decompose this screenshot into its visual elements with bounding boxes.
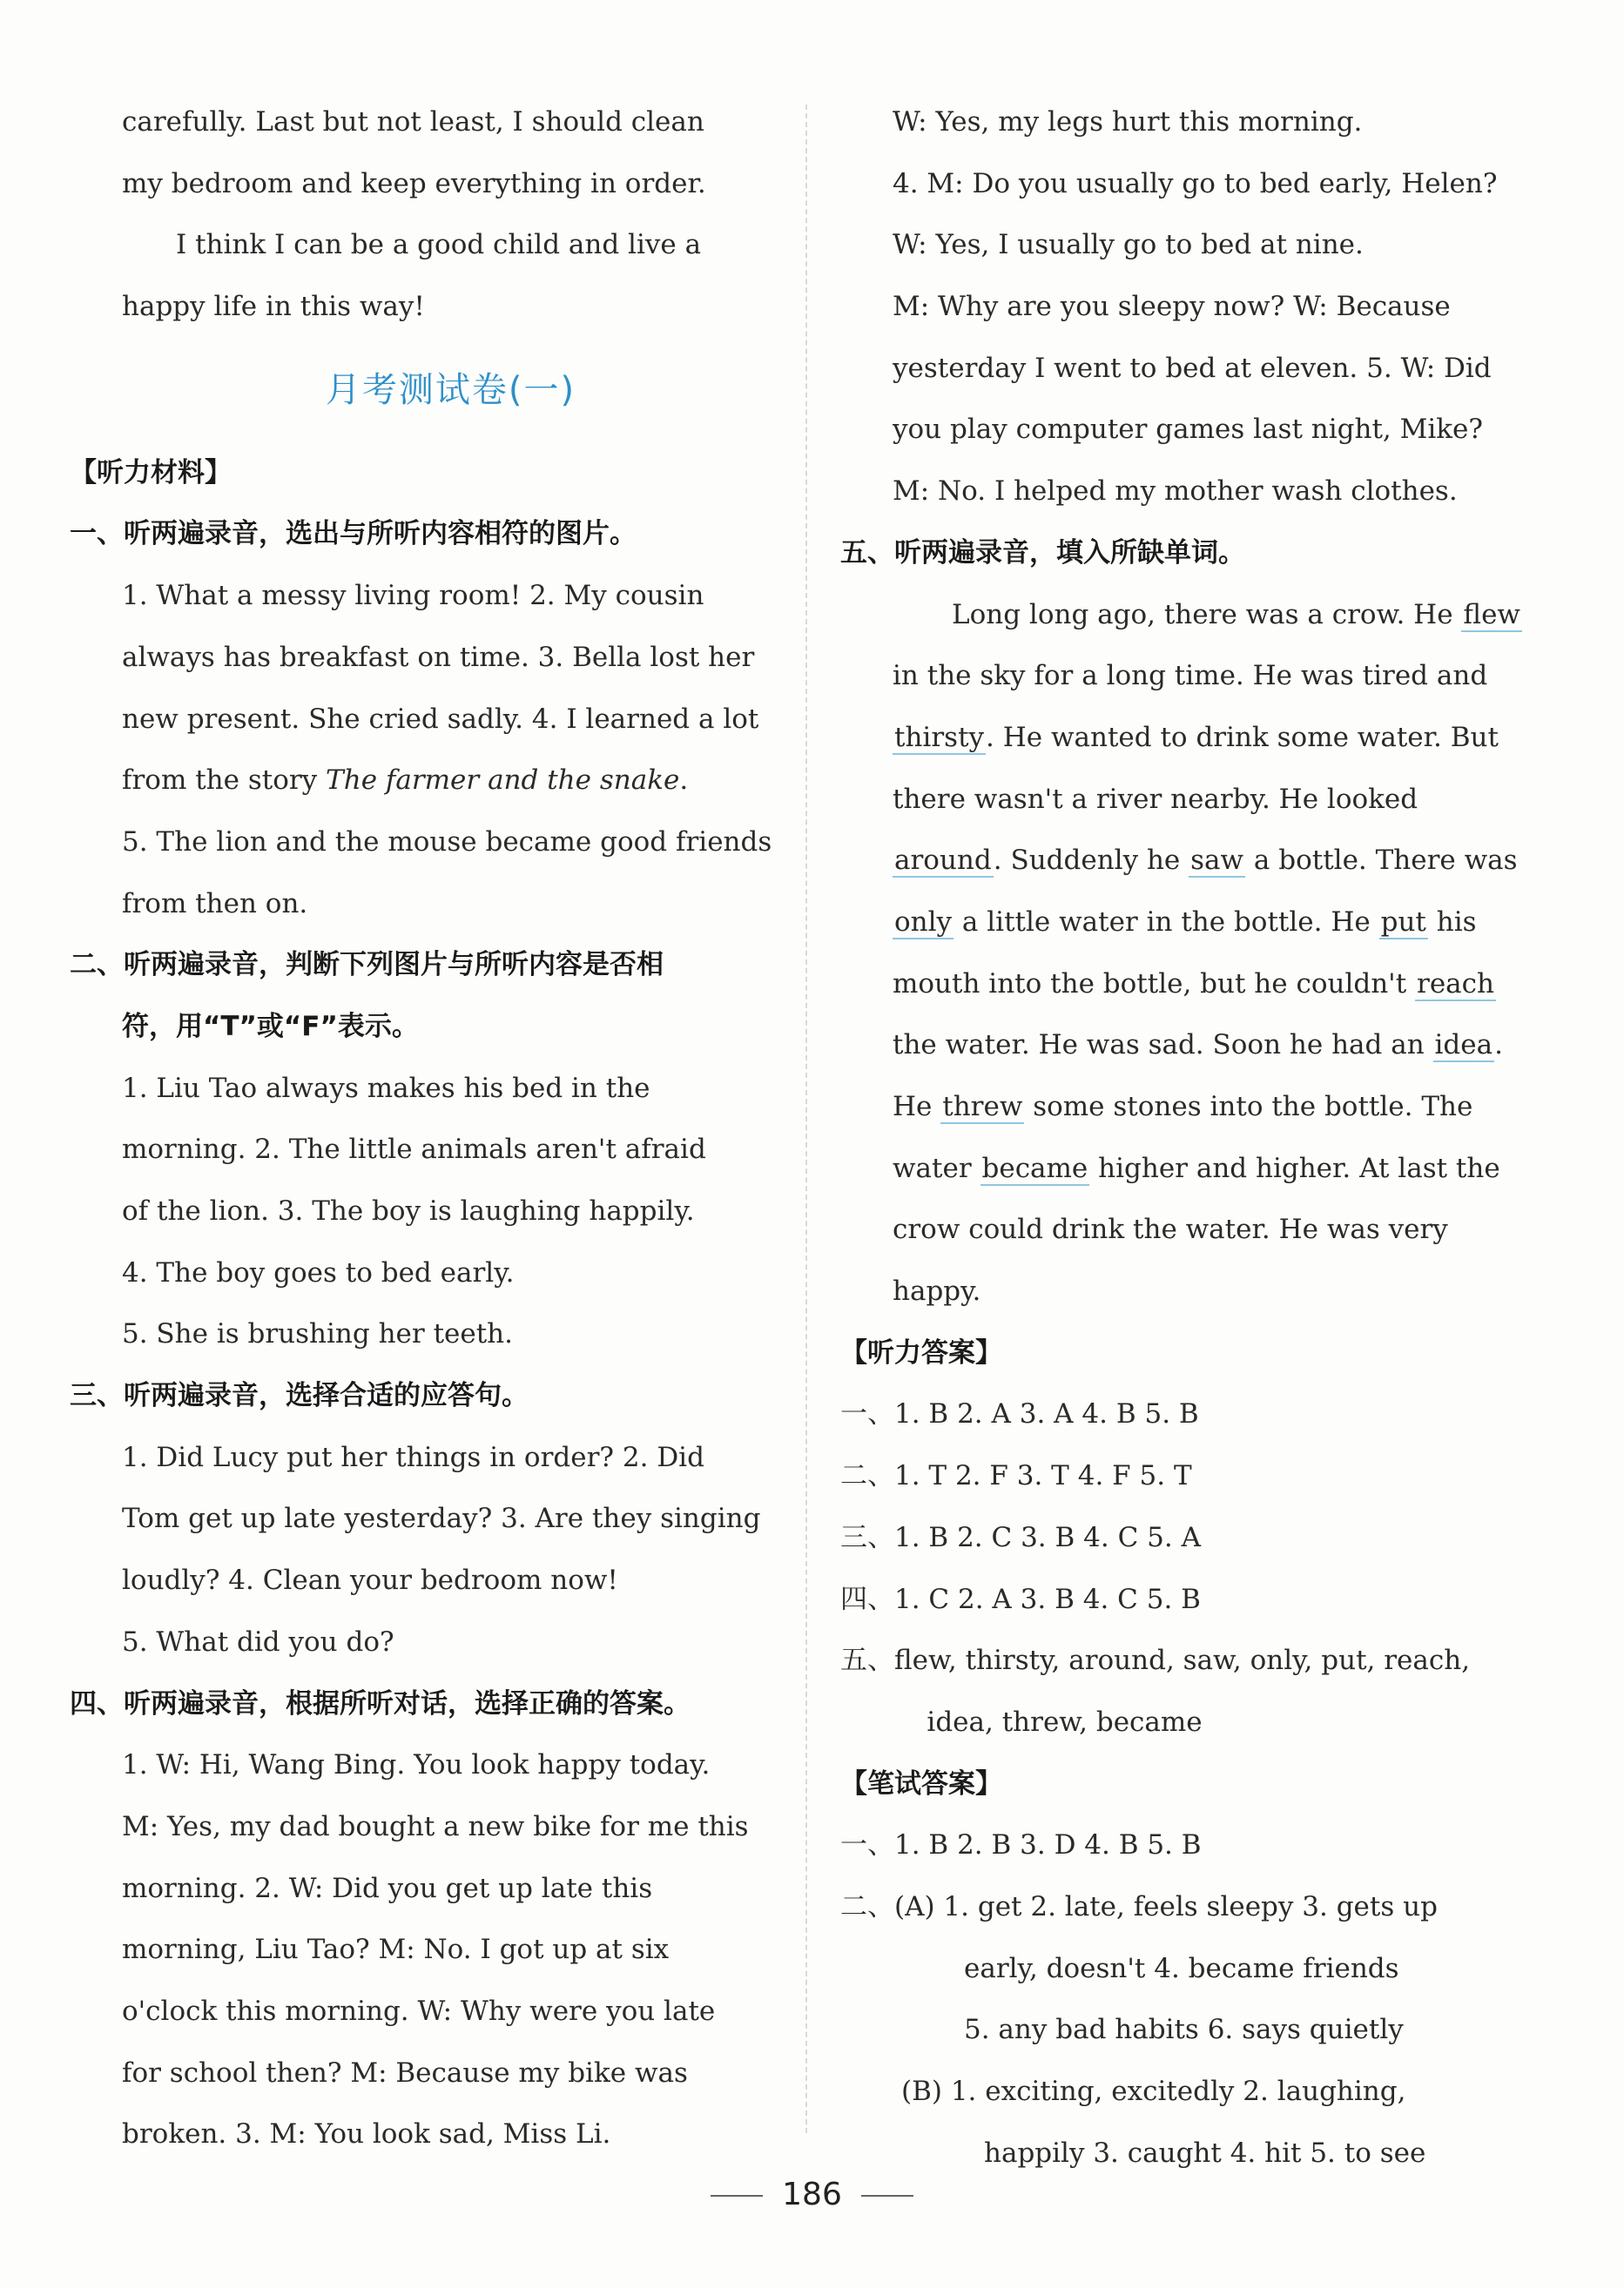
answer-blank: threw [942,1091,1023,1122]
left-column [70,91,779,2165]
intro-line-3: I think I can be a good child and live a [176,229,702,261]
s4-cont-line: yesterday I went to bed at eleven. 5. W: Did [893,352,1492,384]
story-text: He [893,1091,941,1122]
written-answer-row: 5. any bad habits 6. says quietly [964,2014,1404,2046]
written-answer-row: (B) 1. exciting, excitedly 2. laughing, [901,2076,1406,2107]
story-text: mouth into the bottle, but he couldn't [893,967,1416,1000]
story-text: . [1494,1029,1503,1061]
s3-line: 5. What did you do? [122,1626,394,1658]
page-number [0,2177,1624,2212]
section-2-heading-cont: 符，用“T”或“F”表示。 [122,1010,419,1042]
listening-answer-row: 二、1. T 2. F 3. T 4. F 5. T [840,1460,1192,1492]
story-text: higher and higher. At last the [1089,1152,1500,1184]
listening-answer-row: idea, threw, became [893,1706,1203,1738]
s2-line: 4. The boy goes to bed early. [122,1256,515,1289]
written-answer-row: 二、(A) 1. get 2. late, feels sleepy 3. gets up [840,1890,1438,1922]
answer-blank: idea [1434,1029,1493,1061]
s1-line: new present. She cried sadly. 4. I learned a lot [122,703,759,735]
story-line [893,830,1541,892]
listening-answer-row: 三、1. B 2. C 3. B 4. C 5. A [840,1521,1201,1553]
story-line [893,1014,1541,1076]
listening-answers-label: 【听力答案】 [840,1336,1002,1369]
s4-line: morning, Liu Tao? M: No. I got up at six [122,1934,670,1966]
s1-line4-post: . [679,764,689,797]
answer-blank: only [894,906,953,938]
s4-cont-line: M: Why are you sleepy now? W: Because [893,291,1451,323]
written-answers-label: 【笔试答案】 [840,1767,1002,1800]
s3-line: 1. Did Lucy put her things in order? 2. Did [122,1441,704,1473]
intro-line-2: my bedroom and keep everything in order. [122,167,706,199]
story-line: crow could drink the water. He was very [893,1214,1448,1246]
s4-cont-line: 4. M: Do you usually go to bed early, Helen? [893,167,1498,199]
s1-line: always has breakfast on time. 3. Bella lost her [122,641,755,673]
s4-line: broken. 3. M: You look sad, Miss Li. [122,2118,611,2151]
s3-line: Tom get up late yesterday? 3. Are they singing [122,1503,761,1535]
story-line [893,1076,1541,1138]
s2-line: of the lion. 3. The boy is laughing happily. [122,1195,695,1227]
section-4-heading: 四、听两遍录音，根据所听对话，选择正确的答案。 [70,1687,691,1720]
story-line [893,892,1541,953]
answer-blank: around [894,845,992,877]
s4-line: for school then? M: Because my bike was [122,2057,688,2089]
story-text: a bottle. There was [1245,845,1518,877]
listening-answer-row: 四、1. C 2. A 3. B 4. C 5. B [840,1583,1201,1615]
section-3-heading: 三、听两遍录音，选择合适的应答句。 [70,1380,529,1412]
story-text: the water. He was sad. Soon he had an [893,1029,1433,1061]
answer-blank: saw [1190,845,1244,877]
exam-title: 月考测试卷(一) [325,369,576,410]
answer-blank: put [1380,906,1426,938]
story-line [893,1138,1541,1200]
story-text: some stones into the bottle. The [1024,1091,1473,1122]
story-text: a little water in the bottle. He [954,906,1379,938]
answer-blank: thirsty [894,721,985,753]
page-number-value: 186 [782,2177,842,2212]
written-answer-row: 一、1. B 2. B 3. D 4. B 5. B [840,1829,1202,1861]
story-text: his [1427,906,1477,938]
story-text: Long long ago, there was a crow. He [952,598,1462,630]
s4-cont-line: W: Yes, my legs hurt this morning. [893,106,1363,138]
s1-line [122,750,779,811]
s4-line: M: Yes, my dad bought a new bike for me this [122,1810,749,1842]
story-line: happy. [893,1276,981,1308]
section-2-heading: 二、听两遍录音，判断下列图片与所听内容是否相 [70,949,664,981]
intro-line-1: carefully. Last but not least, I should clean [122,106,704,138]
story-line: there wasn't a river nearby. He looked [893,783,1418,815]
story-text: . Suddenly he [993,845,1189,877]
listening-answer-row: 五、flew, thirsty, around, saw, only, put, reach, [840,1645,1471,1677]
s2-line: 5. She is brushing her teeth. [122,1318,514,1350]
answer-blank: reach [1417,967,1494,1000]
story-line [893,584,1541,646]
intro-line-4: happy life in this way! [122,291,425,323]
story-text: water [893,1152,980,1184]
story-line: in the sky for a long time. He was tired and [893,660,1488,692]
dash-right [861,2195,913,2197]
story-line [893,707,1541,769]
column-divider [805,104,807,2133]
story-line [893,953,1541,1015]
s1-line: 5. The lion and the mouse became good friends [122,825,772,858]
s1-line: from then on. [122,887,308,919]
s4-line: 1. W: Hi, Wang Bing. You look happy today. [122,1749,711,1781]
s4-cont-line: M: No. I helped my mother wash clothes. [893,475,1458,508]
listening-answer-row: 一、1. B 2. A 3. A 4. B 5. B [840,1398,1199,1431]
s3-line: loudly? 4. Clean your bedroom now! [122,1565,618,1597]
s4-line: morning. 2. W: Did you get up late this [122,1872,653,1904]
written-answer-row: happily 3. caught 4. hit 5. to see [984,2137,1426,2169]
answer-blank: became [981,1152,1088,1184]
story-text: . He wanted to drink some water. But [986,721,1499,753]
s4-cont-line: you play computer games last night, Mike? [893,414,1484,446]
listening-material-label: 【听力材料】 [70,456,232,488]
right-column [840,91,1541,2184]
s2-line: morning. 2. The little animals aren't afraid [122,1134,706,1166]
dash-left [711,2195,763,2197]
s4-cont-line: W: Yes, I usually go to bed at nine. [893,229,1364,261]
s4-line: o'clock this morning. W: Why were you late [122,1995,716,2027]
story-title: The farmer and the snake [326,764,680,797]
s1-line4-pre: from the story [122,764,327,797]
section-1-heading: 一、听两遍录音，选出与所听内容相符的图片。 [70,518,637,550]
answer-blank: flew [1463,598,1520,630]
s2-line: 1. Liu Tao always makes his bed in the [122,1072,650,1104]
section-5-heading: 五、听两遍录音，填入所缺单词。 [840,536,1245,569]
written-answer-row: early, doesn't 4. became friends [964,1952,1399,1984]
s1-line: 1. What a messy living room! 2. My cousin [122,580,704,612]
